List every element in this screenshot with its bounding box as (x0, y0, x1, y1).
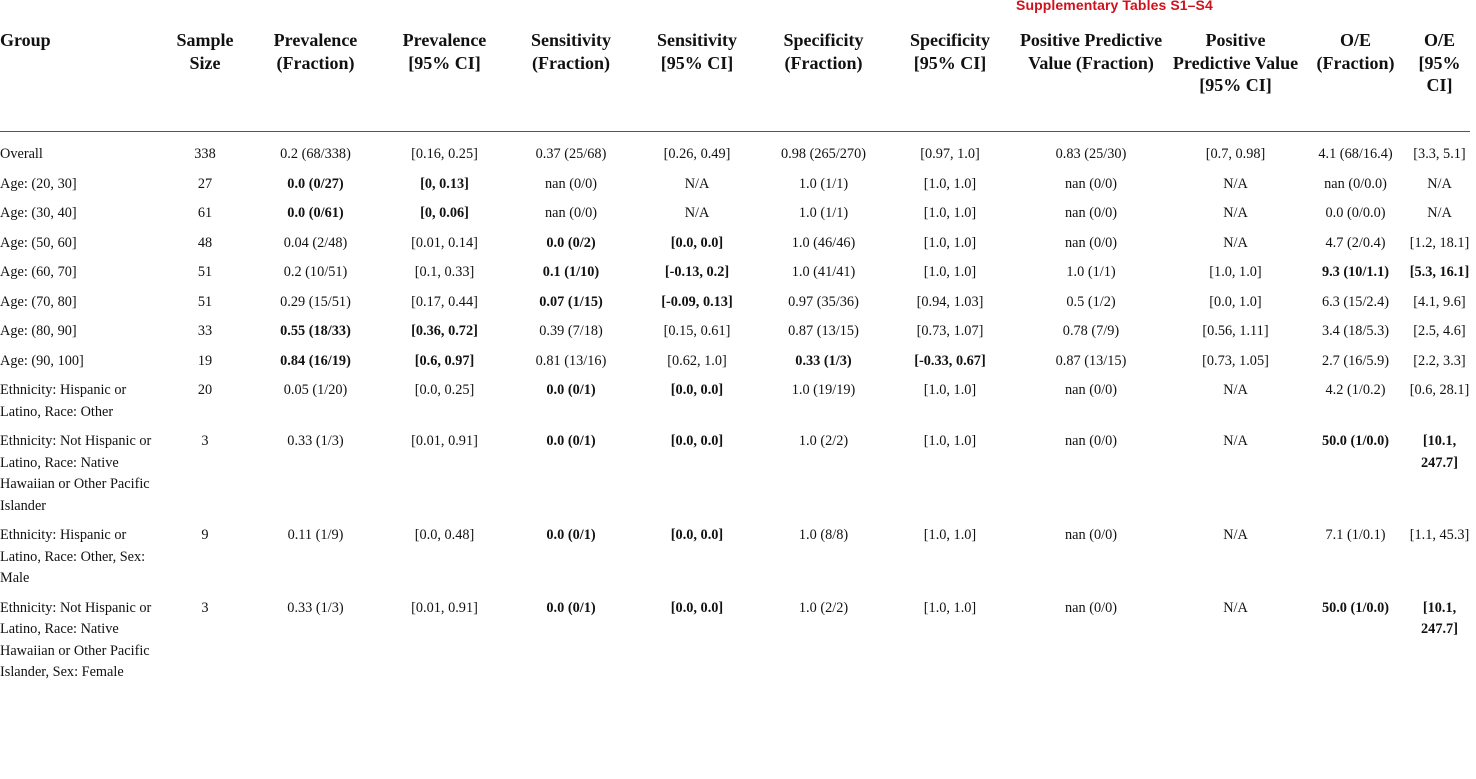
table-cell-spec: 0.87 (13/15) (788, 323, 859, 339)
table-cell-spec: 1.0 (41/41) (791, 264, 856, 280)
table-cell-prev_ci: [0.01, 0.91] (411, 433, 478, 449)
row-group-label: Age: (80, 90] (0, 323, 77, 339)
table-cell-ppv_ci: [0.7, 0.98] (1205, 146, 1266, 162)
table-cell-spec: 1.0 (1/1) (798, 175, 849, 192)
table-cell-spec: 1.0 (1/1) (798, 205, 849, 221)
table-cell-n: 3 (201, 599, 209, 616)
table-cell-spec_ci: [1.0, 1.0] (923, 175, 977, 192)
table-cell-spec_ci: [1.0, 1.0] (923, 234, 977, 251)
header-prevalence: Prevalence (Fraction) (250, 29, 381, 132)
table-cell-prev: 0.2 (68/338) (280, 146, 351, 162)
table-cell-sens: 0.07 (1/15) (539, 293, 603, 310)
table-cell-ppv: 0.87 (13/15) (1055, 352, 1127, 369)
table-row (0, 423, 1470, 517)
table-cell-ppv: nan (0/0) (1064, 205, 1117, 221)
table-cell-spec_ci: [0.73, 1.07] (916, 323, 984, 339)
table-cell-spec_ci: [1.0, 1.0] (923, 527, 977, 543)
row-group-label: Age: (30, 40] (0, 205, 77, 221)
table-cell-prev_ci: [0.16, 0.25] (411, 146, 478, 162)
table-cell-n: 33 (197, 323, 213, 339)
table-cell-oe_ci: [4.1, 9.6] (1413, 293, 1466, 310)
table-cell-prev_ci: [0.01, 0.14] (411, 234, 478, 251)
table-cell-spec: 0.97 (35/36) (788, 293, 859, 310)
table-cell-ppv_ci: N/A (1223, 234, 1248, 251)
table-row (0, 372, 1470, 423)
table-cell-ppv: nan (0/0) (1064, 433, 1117, 449)
table-cell-sens: 0.37 (25/68) (535, 146, 607, 162)
header-group: Group (0, 29, 160, 132)
table-cell-spec_ci: [-0.33, 0.67] (914, 352, 986, 369)
table-cell-oe: 2.7 (16/5.9) (1321, 352, 1390, 369)
table-cell-spec_ci: [1.0, 1.0] (923, 205, 977, 221)
table-cell-oe_ci: [0.6, 28.1] (1409, 382, 1470, 398)
table-cell-prev_ci: [0.0, 0.25] (414, 382, 475, 398)
table-header-row (0, 29, 1470, 132)
table-cell-sens_ci: [0.0, 0.0] (670, 599, 724, 616)
table-cell-oe: nan (0/0.0) (1324, 175, 1387, 192)
table-row (0, 254, 1470, 284)
table-cell-prev: 0.05 (1/20) (283, 382, 348, 398)
header-oe: O/E (Fraction) (1302, 29, 1409, 132)
row-group-label: Ethnicity: Not Hispanic or Latino, Race: Native Hawaiian or Other Pacific Islander, Sex: Female (0, 599, 152, 680)
table-row (0, 225, 1470, 255)
table-row (0, 166, 1470, 196)
table-cell-prev: 0.0 (0/27) (287, 175, 344, 192)
table-row (0, 517, 1470, 590)
table-cell-sens: 0.0 (0/1) (546, 527, 596, 543)
table-row (0, 343, 1470, 373)
table-cell-ppv_ci: N/A (1223, 527, 1248, 543)
table-cell-oe: 6.3 (15/2.4) (1321, 293, 1390, 310)
table-cell-prev: 0.84 (16/19) (280, 352, 351, 369)
table-cell-oe_ci: N/A (1427, 205, 1452, 221)
table-cell-ppv: 0.5 (1/2) (1066, 293, 1116, 310)
table-cell-oe: 4.2 (1/0.2) (1325, 382, 1386, 398)
table-cell-oe_ci: [2.2, 3.3] (1413, 352, 1466, 369)
table-row (0, 195, 1470, 225)
table-cell-oe_ci: [10.1, 247.7] (1421, 599, 1458, 637)
table-cell-oe_ci: [3.3, 5.1] (1413, 146, 1466, 162)
table-cell-oe: 3.4 (18/5.3) (1321, 323, 1390, 339)
table-cell-ppv_ci: N/A (1223, 433, 1248, 449)
header-prevalence-ci: Prevalence [95% CI] (381, 29, 508, 132)
table-cell-spec_ci: [0.97, 1.0] (920, 146, 980, 162)
table-cell-sens_ci: [0.0, 0.0] (670, 234, 724, 251)
table-cell-spec_ci: [1.0, 1.0] (923, 264, 977, 280)
header-specificity: Specificity (Fraction) (760, 29, 887, 132)
header-ppv-ci: Positive Predictive Value [95% CI] (1169, 29, 1302, 132)
table-cell-sens: 0.1 (1/10) (542, 264, 600, 280)
table-cell-oe_ci: [5.3, 16.1] (1409, 264, 1470, 280)
row-group-label: Age: (90, 100] (0, 352, 84, 369)
table-cell-prev: 0.04 (2/48) (283, 234, 348, 251)
table-cell-ppv_ci: N/A (1223, 382, 1248, 398)
table-cell-prev_ci: [0.0, 0.48] (414, 527, 475, 543)
table-cell-ppv: 0.78 (7/9) (1062, 323, 1120, 339)
table-cell-sens_ci: N/A (684, 205, 710, 221)
row-group-label: Age: (70, 80] (0, 293, 77, 310)
table-cell-spec: 0.98 (265/270) (781, 146, 866, 162)
row-group-label: Age: (60, 70] (0, 264, 77, 280)
table-cell-oe_ci: [1.2, 18.1] (1409, 234, 1470, 251)
table-cell-ppv_ci: [0.0, 1.0] (1209, 293, 1262, 310)
table-cell-ppv: 1.0 (1/1) (1066, 264, 1116, 280)
table-cell-n: 61 (197, 205, 213, 221)
table-cell-prev_ci: [0.6, 0.97] (414, 352, 475, 369)
table-row (0, 590, 1470, 684)
table-cell-prev_ci: [0, 0.13] (420, 175, 469, 192)
table-cell-oe_ci: [2.5, 4.6] (1413, 323, 1466, 339)
table-cell-ppv: nan (0/0) (1064, 175, 1117, 192)
row-group-label: Ethnicity: Not Hispanic or Latino, Race: Native Hawaiian or Other Pacific Islander (0, 433, 152, 514)
table-cell-n: 48 (197, 234, 213, 251)
table-cell-n: 20 (197, 382, 213, 398)
table-cell-sens_ci: [0.62, 1.0] (667, 352, 727, 369)
header-sensitivity: Sensitivity (Fraction) (508, 29, 634, 132)
table-cell-sens_ci: [0.0, 0.0] (670, 433, 724, 449)
table-cell-sens_ci: [-0.09, 0.13] (661, 293, 733, 310)
table-cell-ppv_ci: N/A (1223, 205, 1248, 221)
row-group-label: Age: (50, 60] (0, 234, 77, 251)
table-cell-ppv_ci: N/A (1223, 175, 1248, 192)
table-cell-ppv: 0.83 (25/30) (1055, 146, 1127, 162)
table-cell-n: 9 (201, 527, 209, 543)
table-cell-n: 338 (194, 146, 216, 162)
table-cell-ppv_ci: [1.0, 1.0] (1209, 264, 1262, 280)
results-table (0, 29, 1470, 684)
row-group-label: Age: (20, 30] (0, 175, 77, 192)
table-cell-prev: 0.2 (10/51) (283, 264, 348, 280)
table-cell-prev_ci: [0, 0.06] (420, 205, 469, 221)
table-cell-sens_ci: N/A (684, 175, 710, 192)
table-cell-spec_ci: [1.0, 1.0] (923, 433, 977, 449)
table-cell-n: 19 (197, 352, 213, 369)
table-cell-sens: 0.39 (7/18) (539, 323, 603, 339)
table-cell-prev: 0.55 (18/33) (280, 323, 351, 339)
table-cell-prev: 0.33 (1/3) (287, 433, 344, 449)
header-sensitivity-ci: Sensitivity [95% CI] (634, 29, 760, 132)
table-cell-spec_ci: [1.0, 1.0] (923, 382, 977, 398)
table-cell-spec: 1.0 (8/8) (798, 527, 849, 543)
table-cell-prev_ci: [0.01, 0.91] (411, 599, 478, 616)
table-cell-prev: 0.33 (1/3) (287, 599, 344, 616)
table-cell-sens: nan (0/0) (544, 205, 597, 221)
table-cell-oe_ci: [1.1, 45.3] (1409, 527, 1470, 543)
table-cell-ppv: nan (0/0) (1064, 599, 1117, 616)
table-cell-spec: 0.33 (1/3) (795, 352, 852, 369)
table-cell-oe: 4.7 (2/0.4) (1325, 234, 1386, 251)
table-cell-prev: 0.11 (1/9) (287, 527, 344, 543)
table-cell-spec: 1.0 (2/2) (798, 599, 849, 616)
table-cell-sens_ci: [0.26, 0.49] (663, 146, 731, 162)
table-row (0, 313, 1470, 343)
table-cell-oe: 50.0 (1/0.0) (1321, 599, 1390, 616)
table-cell-n: 3 (201, 433, 209, 449)
table-cell-prev: 0.29 (15/51) (280, 293, 351, 310)
table-cell-ppv: nan (0/0) (1064, 527, 1117, 543)
table-cell-spec_ci: [1.0, 1.0] (923, 599, 977, 616)
table-cell-ppv_ci: [0.73, 1.05] (1202, 352, 1269, 369)
header-specificity-ci: Specificity [95% CI] (887, 29, 1013, 132)
table-cell-n: 27 (197, 175, 213, 192)
table-cell-sens: nan (0/0) (544, 175, 597, 192)
table-cell-spec: 1.0 (2/2) (798, 433, 849, 449)
table-cell-sens_ci: [-0.13, 0.2] (664, 264, 730, 280)
table-cell-spec_ci: [0.94, 1.03] (916, 293, 984, 310)
table-cell-ppv: nan (0/0) (1064, 234, 1117, 251)
table-cell-sens: 0.81 (13/16) (535, 352, 607, 369)
row-group-label: Ethnicity: Hispanic or Latino, Race: Other (0, 382, 127, 420)
table-cell-oe: 0.0 (0/0.0) (1325, 205, 1386, 221)
header-ppv: Positive Predictive Value (Fraction) (1013, 29, 1169, 132)
table-cell-oe_ci: [10.1, 247.7] (1421, 433, 1458, 471)
table-row (0, 132, 1470, 166)
header-oe-ci: O/E [95% CI] (1409, 29, 1470, 132)
table-cell-oe: 9.3 (10/1.1) (1321, 264, 1390, 280)
table-cell-spec: 1.0 (46/46) (791, 234, 856, 251)
table-cell-n: 51 (197, 264, 213, 280)
table-cell-spec: 1.0 (19/19) (791, 382, 856, 398)
table-cell-oe: 4.1 (68/16.4) (1318, 146, 1393, 162)
table-cell-ppv_ci: [0.56, 1.11] (1202, 323, 1269, 339)
header-sample-size: Sample Size (160, 29, 250, 132)
table-body (0, 132, 1470, 684)
table-cell-sens: 0.0 (0/1) (546, 599, 596, 616)
row-group-label: Overall (0, 146, 43, 162)
table-cell-ppv: nan (0/0) (1064, 382, 1117, 398)
supplementary-tables-label: Supplementary Tables S1–S4 (1016, 0, 1213, 13)
table-row (0, 284, 1470, 314)
table-cell-sens_ci: [0.0, 0.0] (670, 527, 724, 543)
row-group-label: Ethnicity: Hispanic or Latino, Race: Other, Sex: Male (0, 527, 146, 586)
table-cell-oe: 7.1 (1/0.1) (1325, 527, 1386, 543)
table-cell-prev_ci: [0.17, 0.44] (411, 293, 478, 310)
table-cell-ppv_ci: N/A (1223, 599, 1248, 616)
table-cell-sens: 0.0 (0/1) (546, 382, 596, 398)
table-cell-sens: 0.0 (0/2) (546, 234, 596, 251)
table-cell-prev: 0.0 (0/61) (287, 205, 344, 221)
table-cell-oe: 50.0 (1/0.0) (1321, 433, 1390, 449)
table-cell-sens_ci: [0.15, 0.61] (663, 323, 731, 339)
table-cell-prev_ci: [0.36, 0.72] (411, 323, 478, 339)
table-cell-sens: 0.0 (0/1) (546, 433, 596, 449)
table-cell-prev_ci: [0.1, 0.33] (414, 264, 475, 280)
table-cell-sens_ci: [0.0, 0.0] (670, 382, 724, 398)
table-cell-oe_ci: N/A (1427, 175, 1452, 192)
table-cell-n: 51 (197, 293, 213, 310)
